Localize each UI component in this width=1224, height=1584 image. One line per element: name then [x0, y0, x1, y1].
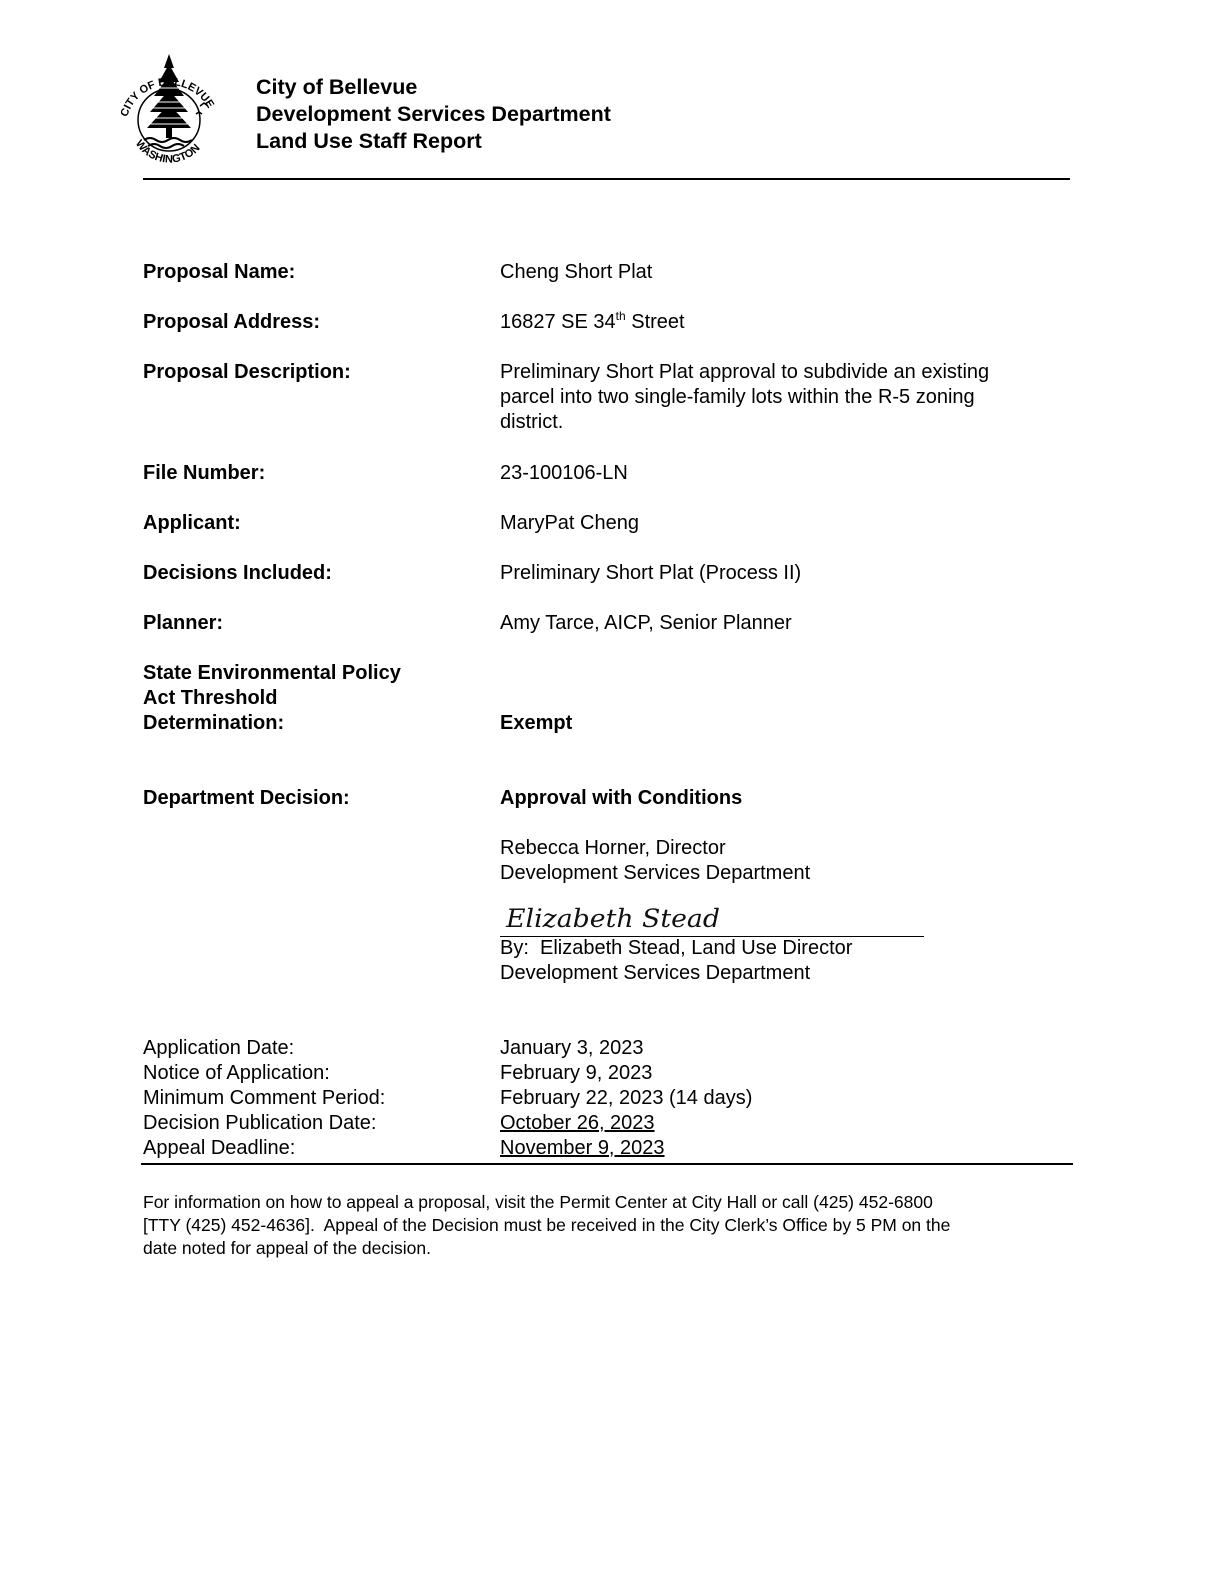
date-label: Notice of Application: [143, 1062, 330, 1084]
dates-divider [141, 1163, 1073, 1165]
proposal-description-value: Preliminary Short Plat approval to subdivide an existing parcel into two single-family lots within the R-5 zoning district. [500, 361, 990, 433]
header-city: City of Bellevue [256, 75, 418, 99]
proposal-address-label: Proposal Address: [143, 311, 321, 333]
proposal-address-value: 16827 SE 34th Street [500, 309, 685, 333]
director-department: Development Services Department [500, 862, 811, 884]
header-divider [143, 178, 1070, 180]
applicant-value: MaryPat Cheng [500, 512, 639, 534]
signature-line [500, 900, 924, 937]
department-decision-label: Department Decision: [143, 787, 350, 809]
decisions-included-label: Decisions Included: [143, 562, 332, 584]
report-header [256, 74, 611, 155]
date-label: Application Date: [143, 1037, 295, 1059]
date-label: Decision Publication Date: [143, 1112, 377, 1134]
sepa-value: Exempt [500, 712, 573, 734]
department-decision-value: Approval with Conditions [500, 787, 743, 809]
proposal-description-label: Proposal Description: [143, 361, 351, 383]
svg-text:CITY OF BELLEVUE: CITY OF BELLEVUE [118, 76, 217, 119]
date-value: January 3, 2023 [500, 1037, 644, 1059]
file-number-value: 23-100106-LN [500, 462, 628, 484]
date-label: Minimum Comment Period: [143, 1087, 386, 1109]
director-name: Rebecca Horner, Director [500, 837, 726, 859]
date-value: October 26, 2023 [500, 1112, 655, 1134]
proposal-name-label: Proposal Name: [143, 261, 296, 283]
svg-text:Elizabeth Stead: Elizabeth Stead [504, 904, 720, 933]
decisions-included-value: Preliminary Short Plat (Process II) [500, 562, 802, 584]
date-value: February 22, 2023 (14 days) [500, 1087, 753, 1109]
planner-value: Amy Tarce, AICP, Senior Planner [500, 612, 792, 634]
date-value: November 9, 2023 [500, 1137, 665, 1159]
applicant-label: Applicant: [143, 512, 241, 534]
svg-text:WASHINGTON: WASHINGTON [132, 137, 203, 166]
file-number-label: File Number: [143, 462, 266, 484]
proposal-name-value: Cheng Short Plat [500, 261, 653, 283]
signer-department: Development Services Department [500, 962, 811, 984]
date-label: Appeal Deadline: [143, 1137, 296, 1159]
header-report-type: Land Use Staff Report [256, 129, 482, 153]
city-seal-logo [112, 52, 224, 168]
signer-by-line: By: Elizabeth Stead, Land Use Director [500, 937, 853, 959]
appeal-information: For information on how to appeal a proposal, visit the Permit Center at City Hall or call (425) 452-6800 [TTY (425) 452-4636]. Appeal of the Decision must be received in the City Clerk’s Office by 5 PM on the date noted for appeal of the decision. [143, 1192, 951, 1258]
handwritten-signature [504, 900, 744, 936]
planner-label: Planner: [143, 612, 224, 634]
sepa-label: State Environmental Policy Act Threshold Determination: [143, 662, 401, 734]
header-department: Development Services Department [256, 102, 611, 126]
date-value: February 9, 2023 [500, 1062, 653, 1084]
